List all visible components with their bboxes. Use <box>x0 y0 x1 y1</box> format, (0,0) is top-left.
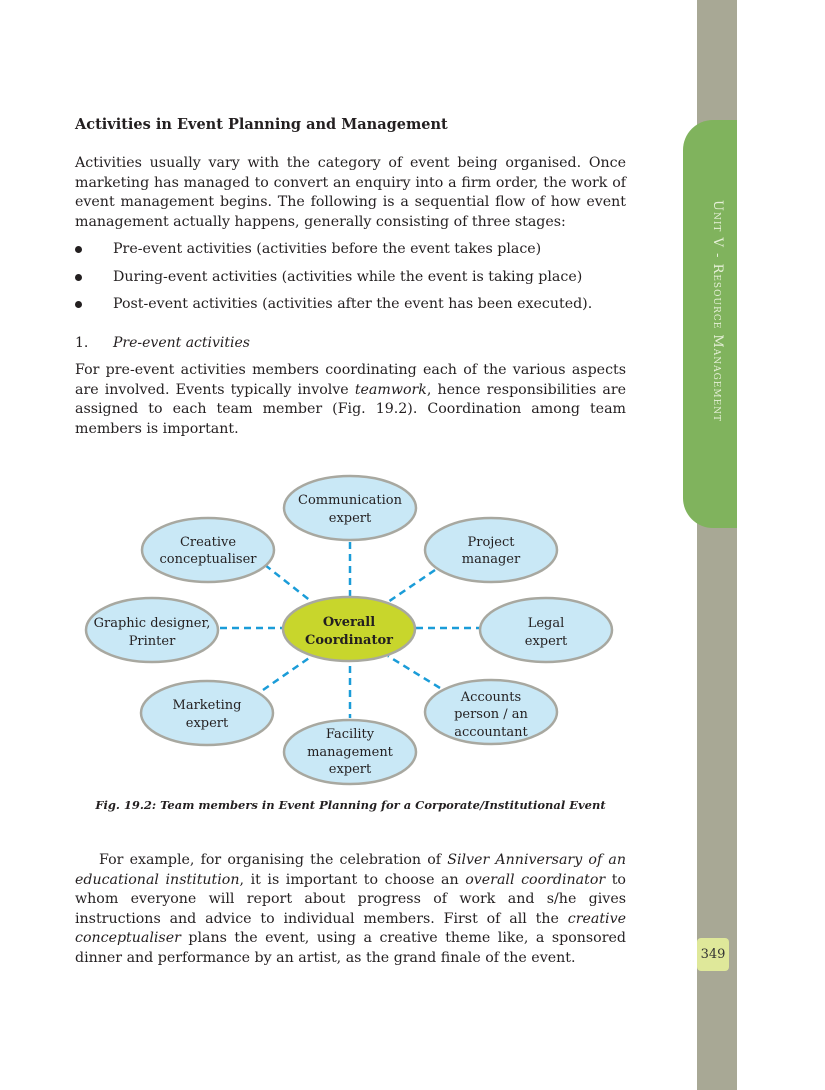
page-number: 349 <box>697 938 729 971</box>
svg-text:Printer: Printer <box>128 634 176 649</box>
svg-text:Creative: Creative <box>179 535 237 550</box>
svg-text:manager: manager <box>461 552 521 567</box>
figure-caption: Fig. 19.2: Team members in Event Planning for a Corporate/Institutional Event <box>95 798 606 812</box>
node-facility-management <box>284 720 416 784</box>
svg-text:expert: expert <box>328 762 372 777</box>
bullet-icon <box>75 274 82 281</box>
connector-line <box>265 565 312 602</box>
node-graphic-designer <box>86 598 218 662</box>
node-marketing-expert <box>141 681 273 745</box>
bullet-icon <box>75 246 82 253</box>
bullet-icon <box>75 301 82 308</box>
example-paragraph: For example, for organising the celebration of Silver Anniversary of an educational institution, it is important to choose an overall coordinator to whom everyone will report about progress of work and s/he gives instructions and advice to individual members. First of all the creative conceptualiser plans the event, using a creative theme like, a sponsored dinner and performance by an artist, as the grand finale of the event. <box>75 852 626 966</box>
svg-text:conceptualiser: conceptualiser <box>159 552 257 567</box>
svg-text:expert: expert <box>524 634 568 649</box>
node-creative-conceptualiser <box>142 518 274 582</box>
svg-text:Legal: Legal <box>527 616 565 631</box>
pre-event-paragraph: For pre-event activities members coordinating each of the various aspects are involved. Events typically involve teamwork, hence responsibilities are assigned to each team member (Fig. 19.2). Coordination among team members is important. <box>75 362 626 437</box>
svg-text:Communication: Communication <box>298 493 402 508</box>
svg-text:accountant: accountant <box>454 725 528 740</box>
svg-text:Accounts: Accounts <box>460 690 522 705</box>
node-accounts-person <box>425 680 557 744</box>
unit-title: Unit V - Resource Management <box>710 200 725 423</box>
list-item: Post-event activities (activities after the event has been executed). <box>75 295 626 315</box>
section-heading: Activities in Event Planning and Management <box>75 116 448 133</box>
stage-list <box>75 240 626 323</box>
list-item: During-event activities (activities while the event is taking place) <box>75 268 626 288</box>
subheading-title: Pre-event activities <box>113 335 250 351</box>
svg-text:person / an: person / an <box>454 707 528 722</box>
subheading-number: 1. <box>75 335 89 351</box>
svg-text:expert: expert <box>185 716 229 731</box>
connector-line <box>388 570 435 602</box>
connector-line <box>388 656 440 688</box>
svg-text:Project: Project <box>467 535 515 550</box>
svg-text:Overall: Overall <box>322 615 376 630</box>
svg-text:Graphic designer,: Graphic designer, <box>93 616 211 631</box>
svg-text:Marketing: Marketing <box>172 698 242 713</box>
node-overall-coordinator <box>283 597 415 661</box>
list-item: Pre-event activities (activities before the event takes place) <box>75 240 626 260</box>
intro-paragraph: Activities usually vary with the category of event being organised. Once marketing has managed to convert an enquiry into a firm order, the work of event management begins. The following is a sequential flow of how event management actually happens, generally consisting of three stages: <box>75 155 626 230</box>
connector-line <box>263 656 312 690</box>
svg-text:expert: expert <box>328 511 372 526</box>
node-project-manager <box>425 518 557 582</box>
node-communication-expert <box>284 476 416 540</box>
node-legal-expert <box>480 598 612 662</box>
svg-text:Coordinator: Coordinator <box>305 633 393 648</box>
team-diagram <box>80 470 620 790</box>
subheading <box>75 334 626 354</box>
svg-text:management: management <box>307 745 393 760</box>
svg-text:Facility: Facility <box>325 727 375 742</box>
